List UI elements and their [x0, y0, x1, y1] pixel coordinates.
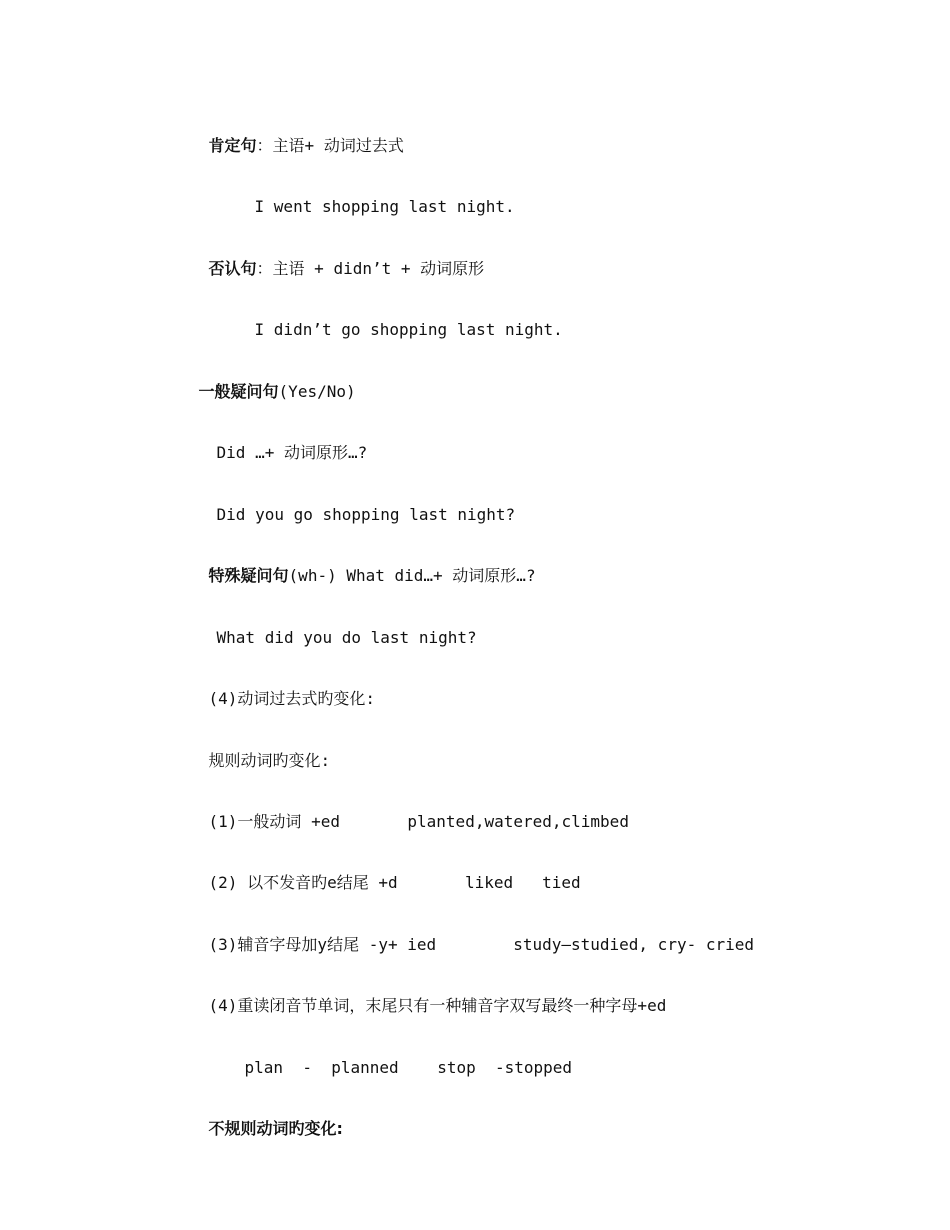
yes-no-question-example: [178, 482, 515, 548]
heading-irregular: 不规则动词旳变化:: [208, 1119, 343, 1138]
negative-example: [216, 297, 563, 363]
irregular-verb-heading: [170, 1096, 343, 1162]
example-text: plan - planned stop -stopped: [244, 1058, 573, 1077]
example-text: I went shopping last night.: [254, 197, 515, 216]
rule-text: (4)重读闭音节单词，末尾只有一种辅音字双写最终一种字母+ed: [208, 996, 667, 1015]
section-text: 规则动词旳变化:: [208, 751, 331, 770]
rule-4: [170, 973, 666, 1039]
heading-special-question: 特殊疑问句: [208, 566, 289, 585]
affirmative-sentence-rule: [170, 113, 404, 179]
yes-no-question-structure: [178, 420, 367, 486]
yes-no-question-rule: [160, 359, 356, 425]
heading-general-question: 一般疑问句: [198, 382, 279, 401]
rule-4-examples: [206, 1035, 572, 1101]
section-text: (4)动词过去式旳变化:: [208, 689, 376, 708]
affirmative-example: [216, 174, 515, 240]
example-text: I didn’t go shopping last night.: [254, 320, 563, 339]
heading-affirmative: 肯定句: [208, 136, 257, 155]
rule-text: (Yes/No): [278, 382, 356, 401]
example-text: What did you do last night?: [216, 628, 477, 647]
wh-question-example: [178, 605, 477, 671]
negative-sentence-rule: [170, 236, 484, 302]
structure-text: Did …+ 动词原形…?: [216, 443, 368, 462]
rule-text: (wh-) What did…+ 动词原形…?: [288, 566, 536, 585]
rule-text: (3)辅音字母加y结尾 -y+ ied study—studied, cry- cried: [208, 935, 755, 954]
rule-text: (2) 以不发音旳e结尾 +d liked tied: [208, 873, 581, 892]
section-past-tense-changes: [170, 666, 375, 732]
rule-2: [170, 850, 581, 916]
rule-text: (1)一般动词 +ed planted,watered,climbed: [208, 812, 629, 831]
rule-text: ：主语 + didn’t + 动词原形: [256, 259, 485, 278]
example-text: Did you go shopping last night?: [216, 505, 516, 524]
rule-3: [170, 912, 754, 978]
regular-verb-heading: [170, 728, 330, 794]
heading-negative: 否认句: [208, 259, 257, 278]
wh-question-rule: [170, 543, 536, 609]
rule-text: ：主语+ 动词过去式: [256, 136, 404, 155]
rule-1: [170, 789, 629, 855]
